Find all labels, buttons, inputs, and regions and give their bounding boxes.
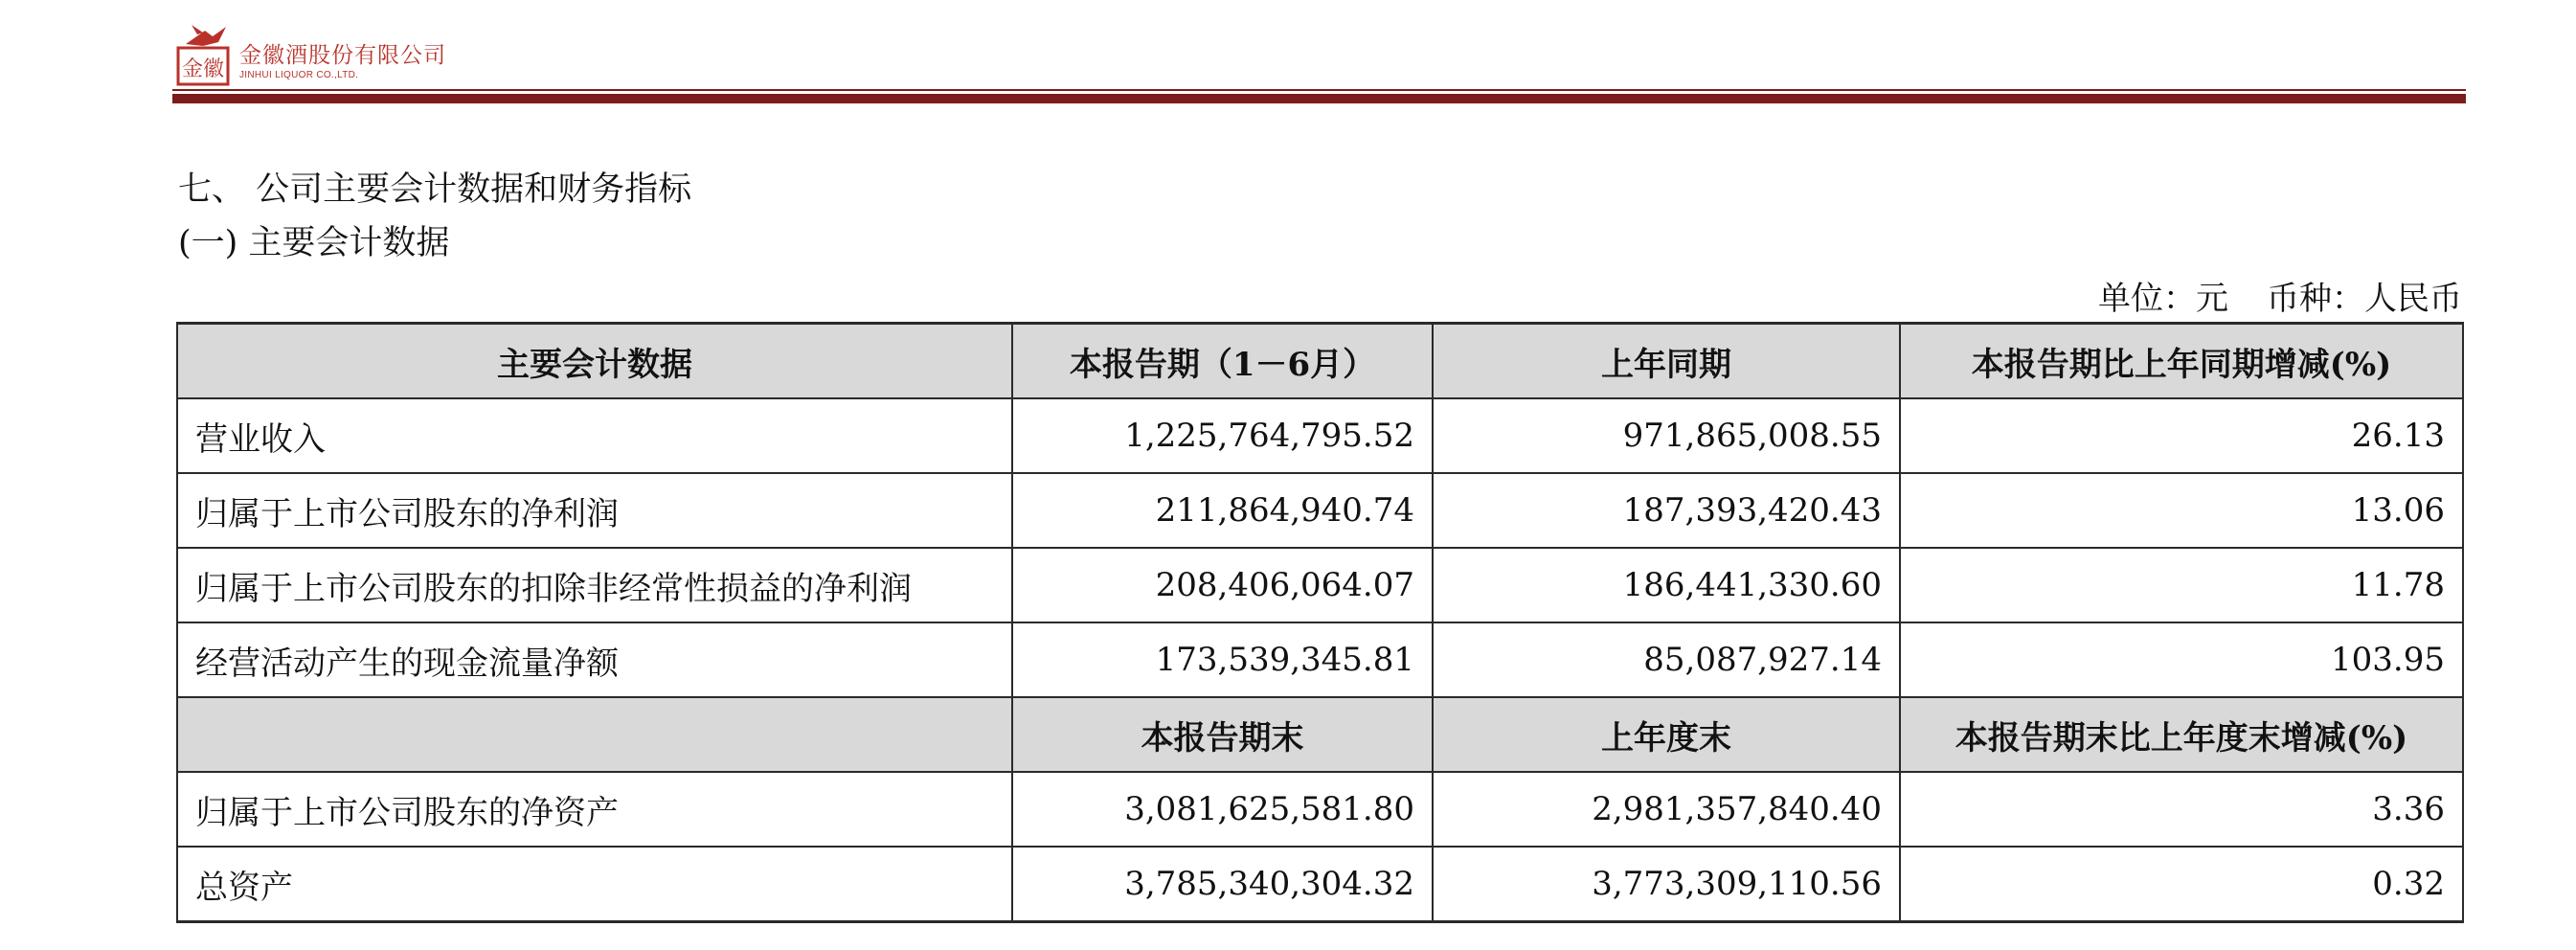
company-logo: [176, 23, 446, 86]
prior-period-value: 186,441,330.60: [1433, 548, 1900, 622]
table-row: [177, 622, 2463, 697]
table-header-cell: [177, 697, 1012, 772]
row-label: 归属于上市公司股东的净利润: [177, 473, 1012, 548]
table-row: [177, 548, 2463, 622]
jinhui-logo-icon: [176, 23, 230, 86]
current-period-value: 1,225,764,795.52: [1012, 398, 1433, 473]
prior-year-end-value: 2,981,357,840.40: [1433, 772, 1900, 847]
change-percent: 11.78: [1900, 548, 2463, 622]
change-percent: 0.32: [1900, 847, 2463, 922]
table-row: [177, 772, 2463, 847]
row-label: 归属于上市公司股东的净资产: [177, 772, 1012, 847]
logo-mark-text: 金徽: [181, 57, 225, 81]
table-header-cell: 本报告期比上年同期增减(%): [1900, 324, 2463, 399]
period-end-value: 3,081,625,581.80: [1012, 772, 1433, 847]
period-end-value: 3,785,340,304.32: [1012, 847, 1433, 922]
currency-label: 币种：人民币: [2267, 280, 2462, 318]
current-period-value: 173,539,345.81: [1012, 622, 1433, 697]
change-percent: 103.95: [1900, 622, 2463, 697]
change-percent: 26.13: [1900, 398, 2463, 473]
unit-currency-note: [2098, 278, 2462, 320]
table-row: [177, 473, 2463, 548]
table-header-cell: 本报告期末比上年度末增减(%): [1900, 697, 2463, 772]
header-rule-thick: [172, 94, 2466, 103]
table-header-cell: 上年度末: [1433, 697, 1900, 772]
table-header-cell: 主要会计数据: [177, 324, 1012, 399]
table-row: [177, 398, 2463, 473]
table-header-cell: 本报告期末: [1012, 697, 1433, 772]
section-subtitle: (一) 主要会计数据: [178, 224, 450, 262]
header-rule-thin: [172, 89, 2466, 91]
change-percent: 13.06: [1900, 473, 2463, 548]
current-period-value: 208,406,064.07: [1012, 548, 1433, 622]
unit-label: 单位：元: [2098, 280, 2228, 318]
company-name-cn: 金徽酒股份有限公司: [239, 43, 446, 68]
prior-period-value: 85,087,927.14: [1433, 622, 1900, 697]
change-percent: 3.36: [1900, 772, 2463, 847]
table-row: [177, 847, 2463, 922]
prior-year-end-value: 3,773,309,110.56: [1433, 847, 1900, 922]
row-label: 总资产: [177, 847, 1012, 922]
table-header-cell: 本报告期（1－6月）: [1012, 324, 1433, 399]
section-title: 七、 公司主要会计数据和财务指标: [178, 170, 692, 209]
prior-period-value: 187,393,420.43: [1433, 473, 1900, 548]
row-label: 归属于上市公司股东的扣除非经常性损益的净利润: [177, 548, 1012, 622]
prior-period-value: 971,865,008.55: [1433, 398, 1900, 473]
accounting-data-table: [176, 322, 2464, 923]
company-name-en: JINHUI LIQUOR CO.,LTD.: [239, 70, 359, 80]
table-header-cell: 上年同期: [1433, 324, 1900, 399]
row-label: 营业收入: [177, 398, 1012, 473]
table-subheader-row: [177, 697, 2463, 772]
current-period-value: 211,864,940.74: [1012, 473, 1433, 548]
table-header-row: [177, 324, 2463, 399]
row-label: 经营活动产生的现金流量净额: [177, 622, 1012, 697]
